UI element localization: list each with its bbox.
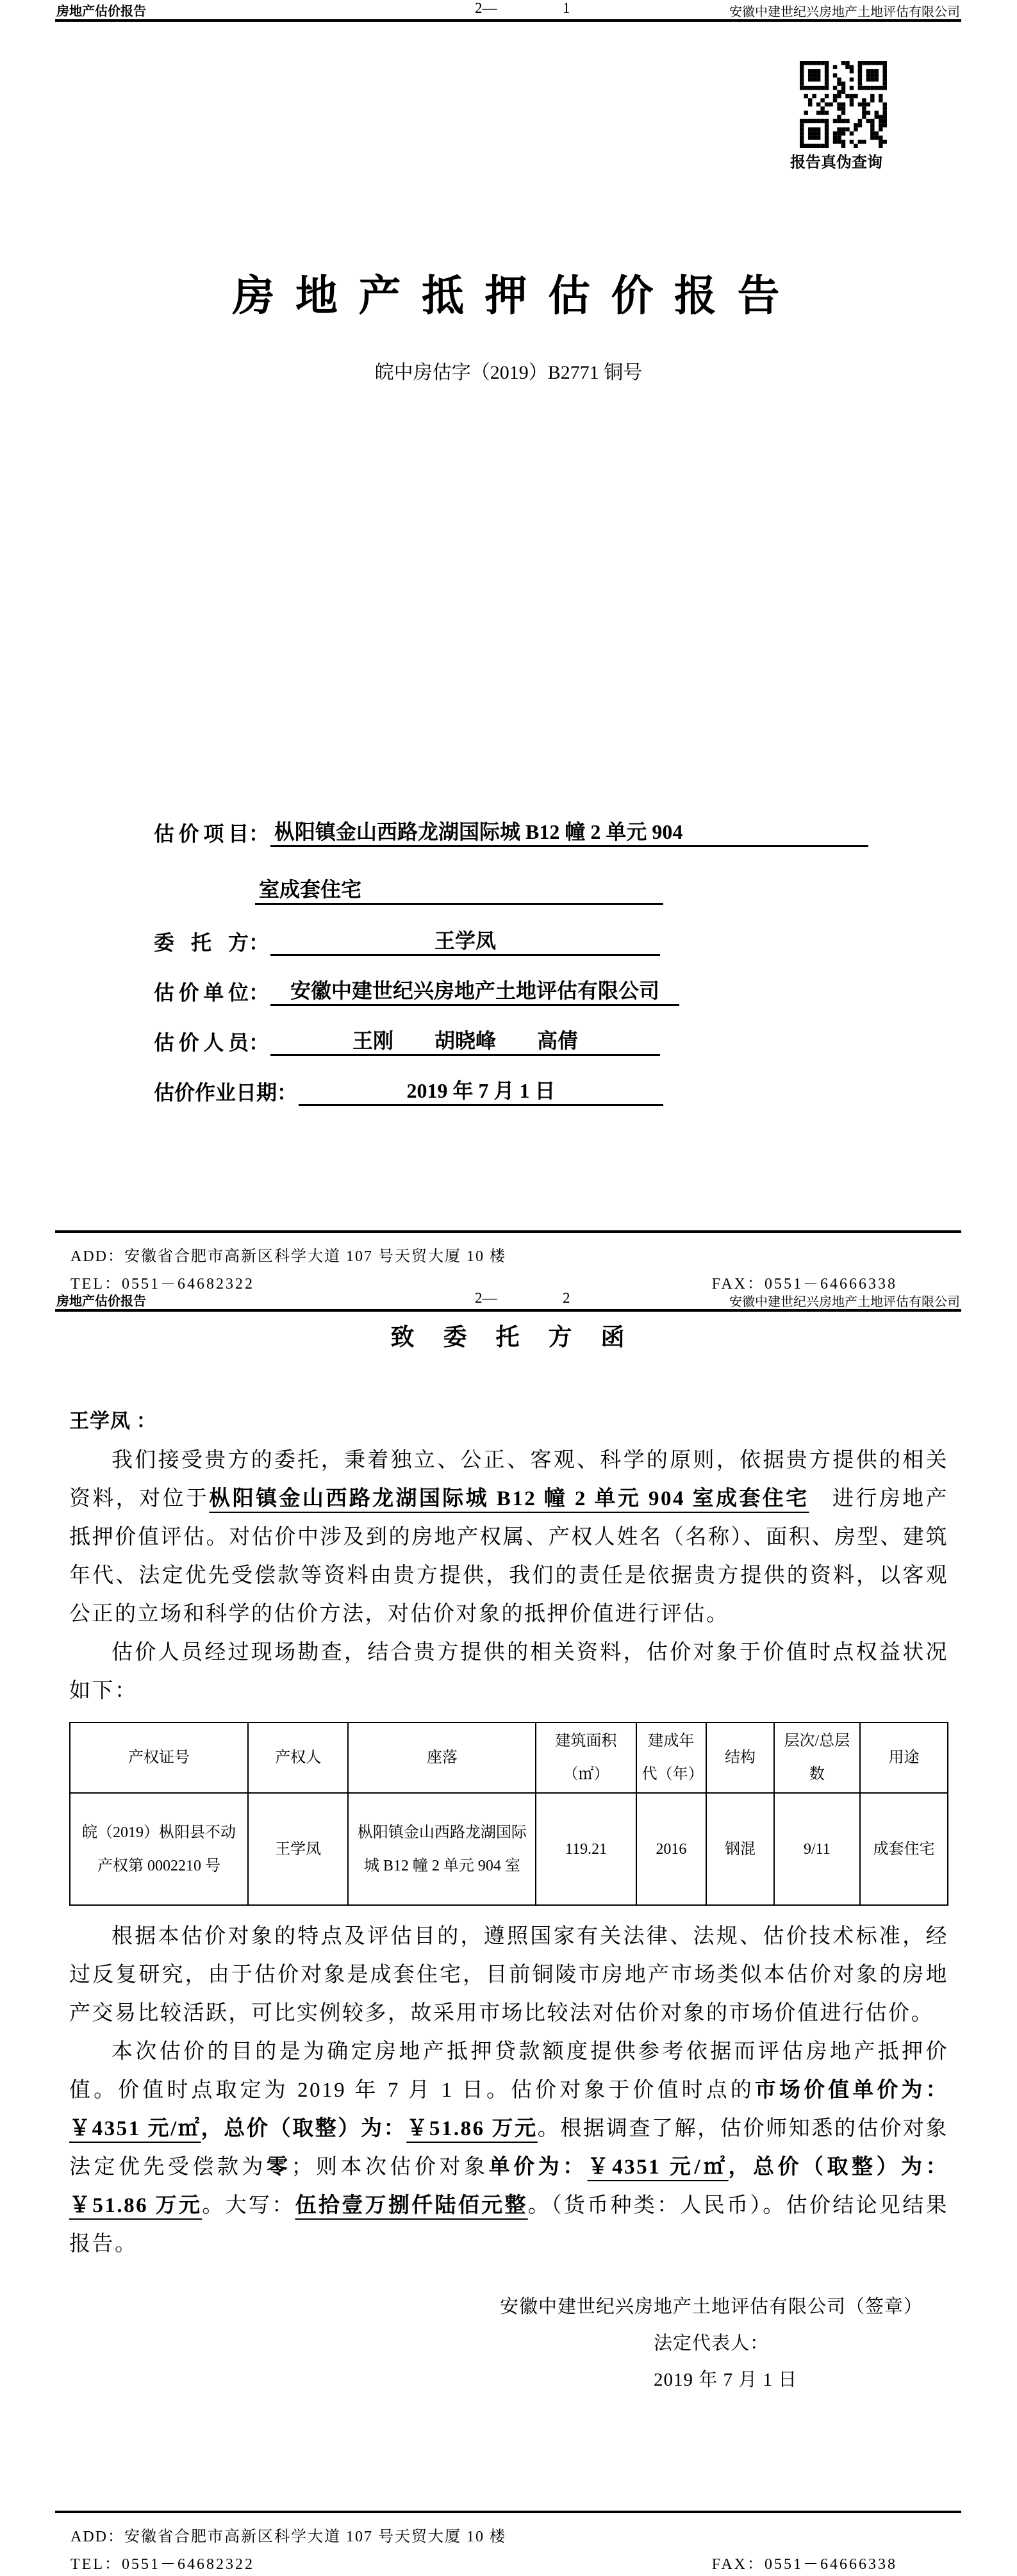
field-label-client: 委托方	[154, 931, 249, 954]
field-label-agency: 估价单位	[154, 981, 249, 1004]
header-page-number: 1	[563, 0, 570, 16]
col-header-year: 建成年代（年）	[636, 1722, 707, 1793]
cell-structure: 钢混	[706, 1793, 773, 1905]
signature-company: 安徽中建世纪兴房地产土地评估有限公司（签章）	[500, 2297, 923, 2317]
field-colon: ：	[249, 931, 270, 954]
salutation: 王学凤 ：	[69, 1410, 157, 1432]
field-value-agency: 安徽中建世纪兴房地产土地评估有限公司	[270, 975, 679, 1006]
field-label-appraisers: 估价人员	[154, 1031, 249, 1054]
cell-year: 2016	[636, 1793, 707, 1905]
cell-area: 119.21	[536, 1793, 636, 1905]
field-value-client: 王学凤	[270, 925, 660, 956]
footer-address: ADD：安徽省合肥市高新区科学大道 107 号天贸大厦 10 楼	[70, 2529, 506, 2545]
paragraph-commission: 我们接受贵方的委托，秉着独立、公正、客观、科学的原则，依据贵方提供的相关资料，对位于枞阳镇金山西路龙湖国际城 B12 幢 2 单元 904 室成套住宅 进行房地产抵押价值评估。对估价中涉及到的房地产权属、产权人姓名（名称）、面积、房型、建筑年代、法定优先受偿款等资料由贵方提供，我们的责任是依据贵方提供的资料，以客观公正的立场和科学的估价方法，对估价对象的抵押价值进行评估。	[69, 1449, 949, 1626]
cell-cert-no: 皖（2019）枞阳县不动产权第 0002210 号	[70, 1793, 248, 1905]
report-number: 皖中房估字（2019）B2771 铜号	[374, 362, 643, 383]
field-value-project-line1: 枞阳镇金山西路龙湖国际城 B12 幢 2 单元 904	[270, 816, 868, 847]
header-page-prefix: 2—	[475, 0, 497, 16]
letter-to-client	[69, 1317, 948, 2398]
field-colon: ：	[277, 1081, 298, 1104]
header-company-name: 安徽中建世纪兴房地产土地评估有限公司	[729, 1295, 960, 1309]
col-header-area: 建筑面积（㎡）	[536, 1722, 636, 1793]
field-row-client	[154, 924, 660, 956]
col-header-location: 座落	[348, 1722, 536, 1793]
field-value-date: 2019 年 7 月 1 日	[299, 1075, 663, 1106]
property-rights-table	[69, 1722, 948, 1906]
cell-use: 成套住宅	[860, 1793, 948, 1905]
page1-running-footer	[55, 1230, 961, 1293]
footer-fax: FAX：0551－64666338	[711, 2556, 897, 2573]
field-colon: ：	[249, 981, 270, 1004]
field-colon: ：	[249, 1031, 270, 1054]
field-label-project: 估价项目	[154, 822, 249, 845]
header-company-name: 安徽中建世纪兴房地产土地评估有限公司	[729, 5, 960, 19]
footer-address: ADD：安徽省合肥市高新区科学大道 107 号天贸大厦 10 楼	[70, 1248, 506, 1265]
header-page-prefix: 2—	[475, 1290, 497, 1306]
field-row-agency	[154, 974, 679, 1006]
field-row-appraisers	[154, 1024, 660, 1056]
page2-running-footer	[55, 2511, 961, 2573]
header-doc-type: 房地产估价报告	[56, 4, 146, 19]
paragraph-method: 根据本估价对象的特点及评估目的，遵照国家有关法律、法规、估价技术标准，经过反复研究，由于估价对象是成套住宅，目前铜陵市房地产市场类似本估价对象的房地产交易比较活跃，可比实例较多，故采用市场比较法对估价对象的市场价值进行估价。	[69, 1925, 948, 2025]
paragraph-inspection: 估价人员经过现场勘查，结合贵方提供的相关资料，估价对象于价值时点权益状况如下：	[69, 1641, 948, 1703]
field-row-date	[154, 1074, 663, 1106]
field-value-project-line2: 室成套住宅	[255, 873, 663, 905]
col-header-cert-no: 产权证号	[70, 1722, 248, 1793]
footer-tel: TEL：0551－64682322	[70, 1276, 254, 1292]
page1-running-header	[55, 0, 961, 22]
table-header-row	[70, 1722, 948, 1793]
col-header-structure: 结构	[706, 1722, 773, 1793]
signature-block	[500, 2289, 948, 2398]
letter-title: 致 委 托 方 函	[390, 1325, 627, 1351]
field-row-project	[154, 815, 868, 847]
report-title: 房 地 产 抵 押 估 价 报 告	[232, 273, 785, 320]
cell-owner: 王学凤	[248, 1793, 348, 1905]
table-row	[70, 1793, 948, 1905]
field-label-date: 估价作业日期	[154, 1081, 277, 1104]
field-colon: ：	[249, 822, 270, 845]
cell-location: 枞阳镇金山西路龙湖国际城 B12 幢 2 单元 904 室	[348, 1793, 536, 1905]
col-header-floor: 层次/总层数	[774, 1722, 860, 1793]
footer-tel: TEL：0551－64682322	[70, 2556, 254, 2573]
qr-code-icon	[795, 61, 892, 148]
col-header-owner: 产权人	[248, 1722, 348, 1793]
col-header-use: 用途	[860, 1722, 948, 1793]
header-doc-type: 房地产估价报告	[56, 1294, 146, 1309]
header-page-number: 2	[563, 1290, 570, 1306]
cell-floor: 9/11	[774, 1793, 860, 1905]
qr-caption: 报告真伪查询	[790, 154, 882, 171]
signature-date: 2019 年 7 月 1 日	[654, 2370, 798, 2390]
field-value-appraisers: 王刚 胡晓峰 高倩	[270, 1025, 660, 1056]
paragraph-valuation-result: 本次估价的目的是为确定房地产抵押贷款额度提供参考依据而评估房地产抵押价值。价值时点取定为 2019 年 7 月 1 日。估价对象于价值时点的市场价值单价为：￥4351 元/㎡，总价（取整）为：￥51.86 万元。根据调查了解，估价师知悉的估价对象法定优先受偿款为零；则本次估价对象单价为：￥4351 元/㎡，总价（取整）为：￥51.86 万元。大写：伍拾壹万捌仟陆佰元整。（货币种类：人民币）。估价结论见结果报告。	[69, 2040, 949, 2256]
signature-legal-rep: 法定代表人：	[654, 2333, 770, 2354]
footer-fax: FAX：0551－64666338	[711, 1276, 897, 1292]
page2-running-header	[55, 1290, 961, 1312]
